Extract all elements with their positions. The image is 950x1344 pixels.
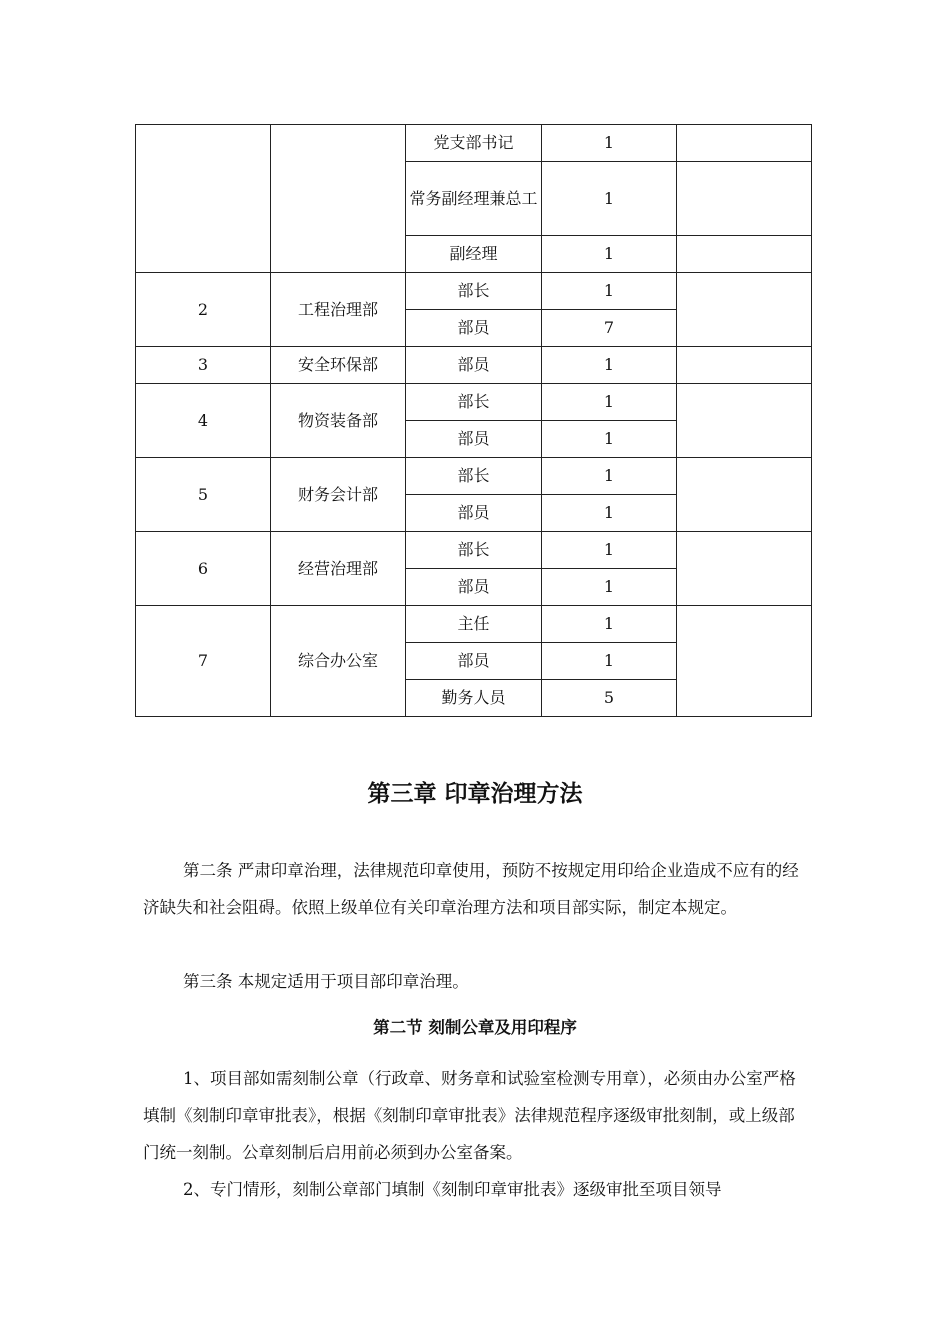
cell-position: 常务副经理兼总工 <box>406 162 542 236</box>
cell-count: 5 <box>542 680 677 717</box>
cell-dept <box>271 125 406 273</box>
cell-no: 6 <box>136 532 271 606</box>
cell-no: 5 <box>136 458 271 532</box>
cell-count: 1 <box>542 532 677 569</box>
cell-count: 1 <box>542 347 677 384</box>
cell-note <box>677 236 812 273</box>
cell-count: 1 <box>542 421 677 458</box>
cell-note <box>677 532 812 606</box>
cell-no: 7 <box>136 606 271 717</box>
cell-no: 4 <box>136 384 271 458</box>
cell-no <box>136 125 271 273</box>
cell-dept: 综合办公室 <box>271 606 406 717</box>
staffing-table <box>135 124 812 717</box>
cell-position: 部员 <box>406 495 542 532</box>
cell-position: 勤务人员 <box>406 680 542 717</box>
cell-position: 党支部书记 <box>406 125 542 162</box>
cell-position: 副经理 <box>406 236 542 273</box>
cell-no: 2 <box>136 273 271 347</box>
cell-dept: 物资装备部 <box>271 384 406 458</box>
cell-dept: 安全环保部 <box>271 347 406 384</box>
cell-position: 部员 <box>406 310 542 347</box>
cell-count: 7 <box>542 310 677 347</box>
cell-count: 1 <box>542 458 677 495</box>
cell-note <box>677 347 812 384</box>
cell-note <box>677 606 812 717</box>
cell-position: 部员 <box>406 421 542 458</box>
cell-count: 1 <box>542 236 677 273</box>
cell-position: 部员 <box>406 643 542 680</box>
cell-position: 部长 <box>406 458 542 495</box>
cell-position: 部长 <box>406 273 542 310</box>
cell-count: 1 <box>542 606 677 643</box>
cell-dept: 工程治理部 <box>271 273 406 347</box>
cell-position: 部长 <box>406 384 542 421</box>
article-2-paragraph: 第二条 严肃印章治理，法律规范印章使用，预防不按规定用印给企业造成不应有的经济缺失和社会阻碍。依照上级单位有关印章治理方法和项目部实际，制定本规定。 <box>143 861 799 917</box>
cell-position: 主任 <box>406 606 542 643</box>
cell-dept: 经营治理部 <box>271 532 406 606</box>
cell-count: 1 <box>542 569 677 606</box>
cell-count: 1 <box>542 643 677 680</box>
cell-count: 1 <box>542 495 677 532</box>
cell-note <box>677 125 812 162</box>
item-2-paragraph: 2、专门情形，刻制公章部门填制《刻制印章审批表》逐级审批至项目领导 <box>183 1180 722 1199</box>
cell-count: 1 <box>542 273 677 310</box>
cell-count: 1 <box>542 384 677 421</box>
section-title: 第二节 刻制公章及用印程序 <box>373 1018 577 1037</box>
cell-no: 3 <box>136 347 271 384</box>
chapter-title: 第三章 印章治理方法 <box>367 781 583 807</box>
cell-note <box>677 384 812 458</box>
cell-count: 1 <box>542 125 677 162</box>
cell-note <box>677 273 812 347</box>
cell-note <box>677 458 812 532</box>
cell-count: 1 <box>542 162 677 236</box>
cell-position: 部员 <box>406 569 542 606</box>
cell-dept: 财务会计部 <box>271 458 406 532</box>
cell-position: 部员 <box>406 347 542 384</box>
item-1-paragraph: 1、项目部如需刻制公章（行政章、财务章和试验室检测专用章），必须由办公室严格填制《刻制印章审批表》，根据《刻制印章审批表》法律规范程序逐级审批刻制，或上级部门统一刻制。公章刻制后启用前必须到办公室备案。 <box>143 1069 796 1162</box>
cell-position: 部长 <box>406 532 542 569</box>
cell-note <box>677 162 812 236</box>
article-3-paragraph: 第三条 本规定适用于项目部印章治理。 <box>183 972 469 991</box>
